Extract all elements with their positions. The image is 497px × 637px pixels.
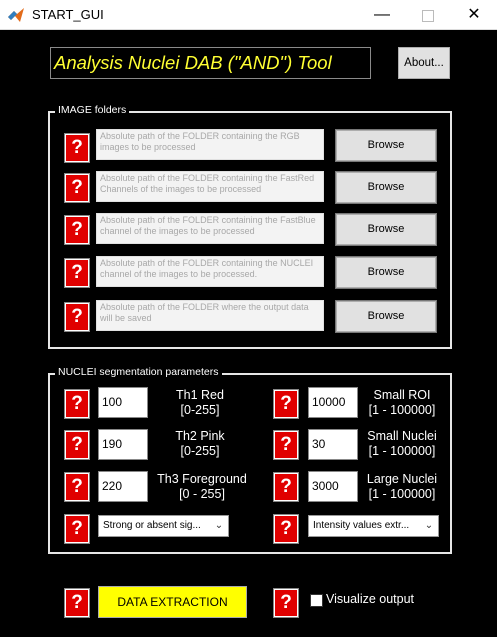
visualize-output-label: Visualize output [326,592,415,606]
browse-fastred-button[interactable]: Browse [336,172,436,203]
help-button-output[interactable]: ? [65,303,89,331]
help-button-small-roi[interactable]: ? [274,390,298,418]
help-button-nuclei[interactable]: ? [65,259,89,287]
visualize-output-checkbox[interactable] [310,594,323,607]
small-roi-label: Small ROI [1 - 100000] [368,388,436,417]
help-button-signal-mode[interactable]: ? [65,515,89,543]
help-button-visualize[interactable]: ? [274,589,298,617]
maximize-icon [422,10,434,22]
fastred-folder-input[interactable]: Absolute path of the FOLDER containing the FastRed Channels of the images to be processed [96,171,324,202]
browse-fastblue-button[interactable]: Browse [336,214,436,245]
large-nuclei-label: Large Nuclei [1 - 100000] [366,472,438,501]
about-button[interactable]: About... [398,47,450,79]
th2-pink-field[interactable]: 190 [98,429,148,460]
browse-rgb-button[interactable]: Browse [336,130,436,161]
fastblue-folder-input[interactable]: Absolute path of the FOLDER containing the FastBlue channel of the images to be processed [96,213,324,244]
th1-red-label: Th1 Red [0-255] [176,388,224,417]
help-button-th1[interactable]: ? [65,390,89,418]
app-title: Analysis Nuclei DAB ("AND") Tool [50,47,371,79]
image-folders-legend: IMAGE folders [55,104,129,116]
help-button-small-nuclei[interactable]: ? [274,431,298,459]
window-title: START_GUI [32,7,104,22]
help-button-fastred[interactable]: ? [65,174,89,202]
help-button-th3[interactable]: ? [65,473,89,501]
th1-red-field[interactable]: 100 [98,387,148,418]
th3-foreground-label: Th3 Foreground [0 - 255] [157,472,247,501]
th2-pink-label: Th2 Pink [0-255] [175,429,225,458]
browse-nuclei-button[interactable]: Browse [336,257,436,288]
small-nuclei-label: Small Nuclei [1 - 100000] [367,429,437,458]
chevron-down-icon: ⌄ [424,520,434,531]
help-button-intensity-mode[interactable]: ? [274,515,298,543]
maximize-button[interactable] [405,0,451,30]
th3-foreground-field[interactable]: 220 [98,471,148,502]
help-button-th2[interactable]: ? [65,431,89,459]
matlab-app-icon [8,8,24,22]
close-button[interactable]: ✕ [467,6,481,23]
chevron-down-icon: ⌄ [214,520,224,531]
signal-mode-dropdown[interactable]: Strong or absent sig... ⌄ [98,515,229,537]
nuclei-params-legend: NUCLEI segmentation parameters [55,366,222,378]
help-button-large-nuclei[interactable]: ? [274,473,298,501]
minimize-button[interactable]: — [374,6,390,23]
browse-output-button[interactable]: Browse [336,301,436,332]
help-button-extraction[interactable]: ? [65,589,89,617]
small-nuclei-field[interactable]: 30 [308,429,358,460]
window-titlebar [0,0,497,30]
intensity-mode-dropdown[interactable]: Intensity values extr... ⌄ [308,515,439,537]
large-nuclei-field[interactable]: 3000 [308,471,358,502]
output-folder-input[interactable]: Absolute path of the FOLDER where the output data will be saved [96,300,324,331]
help-button-fastblue[interactable]: ? [65,216,89,244]
help-button-rgb[interactable]: ? [65,134,89,162]
nuclei-folder-input[interactable]: Absolute path of the FOLDER containing the NUCLEI channel of the images to be processed. [96,256,324,287]
data-extraction-button[interactable]: DATA EXTRACTION [98,586,247,618]
small-roi-field[interactable]: 10000 [308,387,358,418]
rgb-folder-input[interactable]: Absolute path of the FOLDER containing the RGB images to be processed [96,129,324,160]
